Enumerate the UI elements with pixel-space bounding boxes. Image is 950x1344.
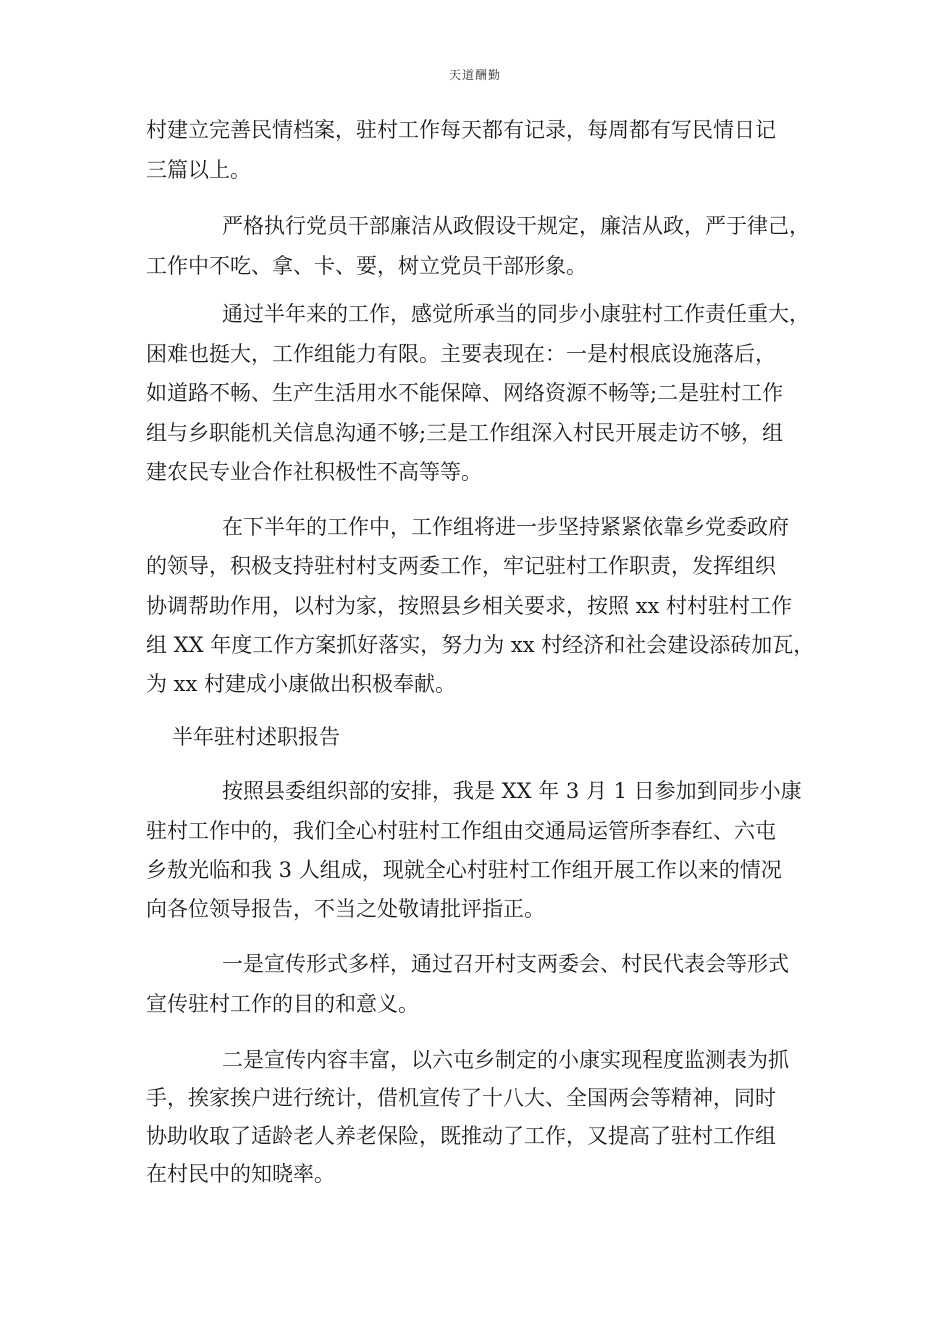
text-line: 宣传驻村工作的目的和意义。 bbox=[146, 992, 419, 1016]
text-line: 乡敖光临和我 3 人组成，现就全心村驻村工作组开展工作以来的情况 bbox=[146, 858, 782, 882]
text-line: 驻村工作中的，我们全心村驻村工作组由交通局运管所李春红、六屯 bbox=[146, 819, 776, 843]
text-line: 通过半年来的工作，感觉所承当的同步小康驻村工作责任重大， bbox=[222, 302, 810, 326]
text-line: 的领导，积极支持驻村村支两委工作，牢记驻村工作职责，发挥组织 bbox=[146, 554, 776, 578]
text-line: 如道路不畅、生产生活用水不能保障、网络资源不畅等;二是驻村工作 bbox=[146, 381, 784, 405]
text-line: 为 xx 村建成小康做出积极奉献。 bbox=[146, 672, 457, 696]
text-line: 协助收取了适龄老人养老保险，既推动了工作，又提高了驻村工作组 bbox=[146, 1124, 776, 1148]
page-header: 天道酬勤 bbox=[448, 68, 501, 82]
text-line: 村建立完善民情档案，驻村工作每天都有记录，每周都有写民情日记 bbox=[146, 118, 776, 142]
text-line: 在下半年的工作中，工作组将进一步坚持紧紧依靠乡党委政府 bbox=[222, 515, 789, 539]
text-line: 严格执行党员干部廉洁从政假设干规定，廉洁从政，严于律己， bbox=[222, 214, 810, 238]
text-line: 在村民中的知晓率。 bbox=[146, 1162, 335, 1186]
text-line: 工作中不吃、拿、卡、要，树立党员干部形象。 bbox=[146, 254, 587, 278]
text-line: 手，挨家挨户进行统计，借机宣传了十八大、全国两会等精神，同时 bbox=[146, 1086, 776, 1110]
text-line: 组 XX 年度工作方案抓好落实，努力为 xx 村经济和社会建设添砖加瓦， bbox=[146, 633, 815, 657]
text-line: 向各位领导报告，不当之处敬请批评指正。 bbox=[146, 897, 545, 921]
text-line: 建农民专业合作社积极性不高等等。 bbox=[146, 460, 482, 484]
text-line: 二是宣传内容丰富，以六屯乡制定的小康实现程度监测表为抓 bbox=[222, 1048, 789, 1072]
text-line: 按照县委组织部的安排，我是 XX 年 3 月 1 日参加到同步小康 bbox=[222, 779, 802, 803]
section-title: 半年驻村述职报告 bbox=[172, 725, 340, 749]
text-line: 困难也挺大，工作组能力有限。主要表现在：一是村根底设施落后， bbox=[146, 342, 776, 366]
text-line: 一是宣传形式多样，通过召开村支两委会、村民代表会等形式 bbox=[222, 952, 789, 976]
text-line: 协调帮助作用，以村为家，按照县乡相关要求，按照 xx 村村驻村工作 bbox=[146, 594, 793, 618]
text-line: 三篇以上。 bbox=[146, 158, 251, 182]
text-line: 组与乡职能机关信息沟通不够;三是工作组深入村民开展走访不够，组 bbox=[146, 421, 784, 445]
